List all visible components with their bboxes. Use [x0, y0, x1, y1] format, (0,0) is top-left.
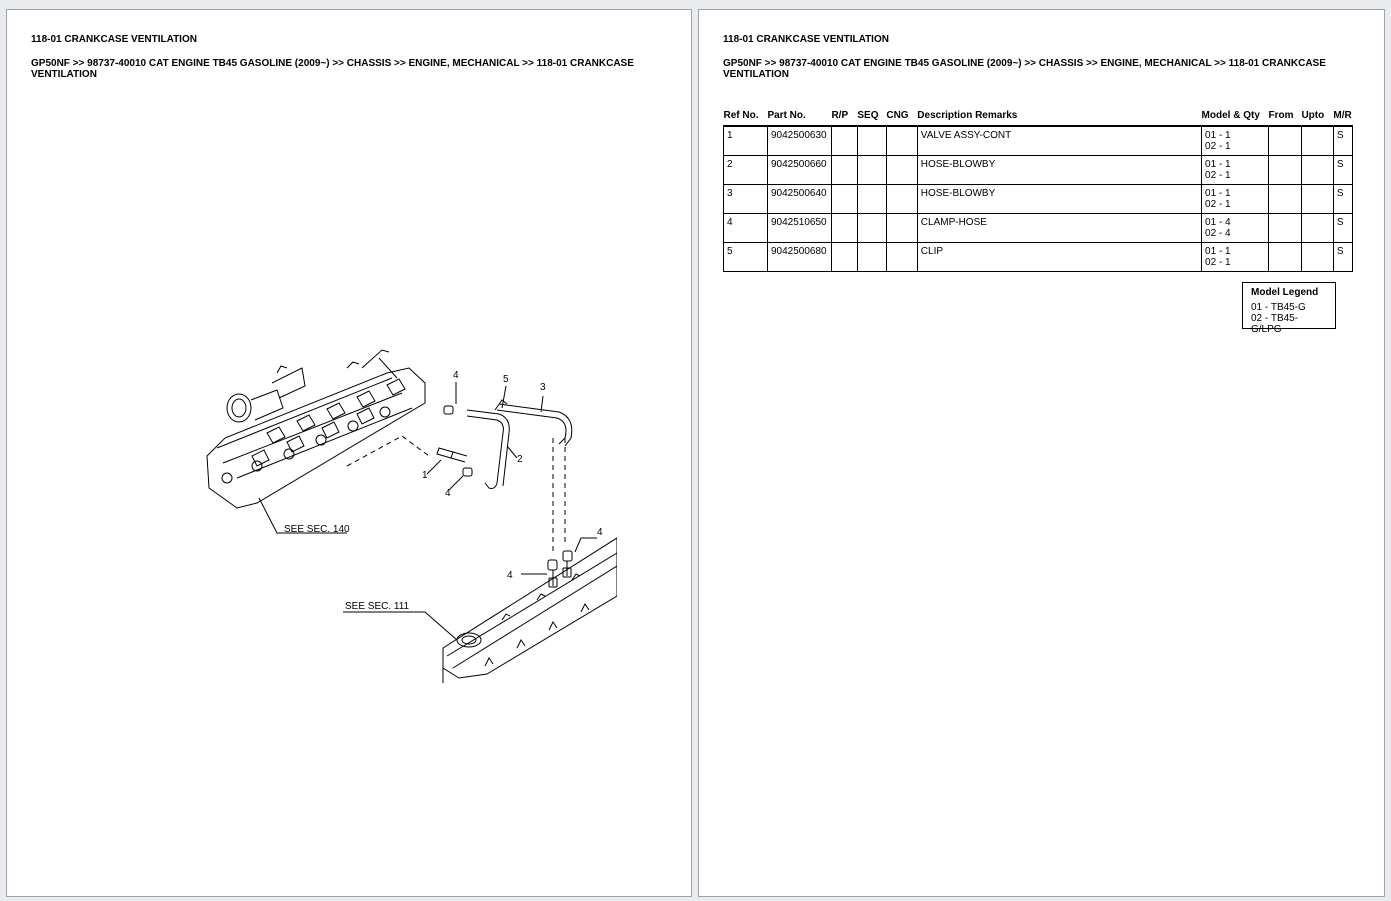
mr-cell: S	[1333, 156, 1352, 185]
model-legend-item: 01 - TB45-G	[1251, 302, 1306, 313]
rp-cell	[831, 185, 857, 214]
description-cell: HOSE-BLOWBY	[917, 185, 1201, 214]
callout-4-left: 4	[507, 570, 513, 581]
parts-list-page	[698, 9, 1385, 897]
parts-table	[723, 109, 1353, 272]
page-title: 118-01 CRANKCASE VENTILATION	[723, 34, 889, 45]
seq-cell	[857, 126, 886, 156]
upto-cell	[1301, 126, 1333, 156]
cng-cell	[886, 243, 917, 272]
col-ref-no: Ref No.	[724, 109, 768, 126]
ref-cell: 4	[724, 214, 768, 243]
mr-cell: S	[1333, 243, 1352, 272]
rocker-cover-outline	[443, 538, 617, 678]
mr-cell: S	[1333, 126, 1352, 156]
throttle-body	[227, 394, 251, 422]
seq-cell	[857, 214, 886, 243]
table-row[interactable]	[724, 185, 1353, 214]
page-title: 118-01 CRANKCASE VENTILATION	[31, 34, 197, 45]
rp-cell	[831, 126, 857, 156]
table-header-row	[724, 109, 1353, 126]
upto-cell	[1301, 243, 1333, 272]
callout-1: 1	[422, 470, 428, 481]
breadcrumb: GP50NF >> 98737-40010 CAT ENGINE TB45 GASOLINE (2009~) >> CHASSIS >> ENGINE, MECHANICAL >> 118-01 CRANKCASE VENTILATION	[31, 58, 634, 80]
callout-2: 2	[517, 454, 523, 465]
model-qty-cell: 01 - 1 02 - 1	[1202, 243, 1269, 272]
seq-cell	[857, 185, 886, 214]
model-legend	[1242, 282, 1336, 335]
cng-cell	[886, 214, 917, 243]
model-legend-title: Model Legend	[1251, 287, 1319, 298]
from-cell	[1269, 156, 1302, 185]
ref-cell: 3	[724, 185, 768, 214]
part-no-cell[interactable]: 9042500660	[767, 156, 831, 185]
upto-cell	[1301, 185, 1333, 214]
ref-cell: 2	[724, 156, 768, 185]
description-cell: HOSE-BLOWBY	[917, 156, 1201, 185]
mr-cell: S	[1333, 185, 1352, 214]
upto-cell	[1301, 214, 1333, 243]
exploded-parts-diagram	[197, 338, 617, 688]
description-cell: CLAMP-HOSE	[917, 214, 1201, 243]
callout-4-right: 4	[597, 527, 603, 538]
rp-cell	[831, 156, 857, 185]
col-seq: SEQ	[857, 109, 886, 126]
callout-4-lower: 4	[445, 488, 451, 499]
upto-cell	[1301, 156, 1333, 185]
from-cell	[1269, 214, 1302, 243]
table-row[interactable]	[724, 243, 1353, 272]
from-cell	[1269, 126, 1302, 156]
callout-3: 3	[540, 382, 546, 393]
col-description: Description Remarks	[917, 109, 1201, 126]
rp-cell	[831, 214, 857, 243]
model-qty-cell: 01 - 1 02 - 1	[1202, 126, 1269, 156]
ref-cell: 1	[724, 126, 768, 156]
col-model-qty: Model & Qty	[1202, 109, 1269, 126]
description-cell: VALVE ASSY-CONT	[917, 126, 1201, 156]
from-cell	[1269, 243, 1302, 272]
cng-cell	[886, 126, 917, 156]
model-qty-cell: 01 - 1 02 - 1	[1202, 156, 1269, 185]
part-no-cell[interactable]: 9042500640	[767, 185, 831, 214]
model-qty-cell: 01 - 4 02 - 4	[1202, 214, 1269, 243]
callout-5: 5	[503, 374, 509, 385]
description-cell: CLIP	[917, 243, 1201, 272]
part-no-cell[interactable]: 9042500680	[767, 243, 831, 272]
rp-cell	[831, 243, 857, 272]
callout-4-top: 4	[453, 370, 459, 381]
breadcrumb: GP50NF >> 98737-40010 CAT ENGINE TB45 GASOLINE (2009~) >> CHASSIS >> ENGINE, MECHANICAL >> 118-01 CRANKCASE VENTILATION	[723, 58, 1326, 80]
see-sec-111-label: SEE SEC. 111	[345, 601, 410, 612]
table-row[interactable]	[724, 214, 1353, 243]
see-sec-140-label: SEE SEC. 140	[284, 524, 350, 535]
col-mr: M/R	[1333, 109, 1352, 126]
col-part-no: Part No.	[767, 109, 831, 126]
mr-cell: S	[1333, 214, 1352, 243]
col-upto: Upto	[1301, 109, 1333, 126]
col-rp: R/P	[831, 109, 857, 126]
ref-cell: 5	[724, 243, 768, 272]
model-legend-item: 02 - TB45-G/LPG	[1251, 313, 1299, 335]
cng-cell	[886, 156, 917, 185]
seq-cell	[857, 156, 886, 185]
diagram-page	[6, 9, 692, 897]
col-cng: CNG	[886, 109, 917, 126]
model-qty-cell: 01 - 1 02 - 1	[1202, 185, 1269, 214]
part-no-cell[interactable]: 9042500630	[767, 126, 831, 156]
seq-cell	[857, 243, 886, 272]
from-cell	[1269, 185, 1302, 214]
col-from: From	[1269, 109, 1302, 126]
cng-cell	[886, 185, 917, 214]
table-row[interactable]	[724, 156, 1353, 185]
table-row[interactable]	[724, 126, 1353, 156]
part-no-cell[interactable]: 9042510650	[767, 214, 831, 243]
